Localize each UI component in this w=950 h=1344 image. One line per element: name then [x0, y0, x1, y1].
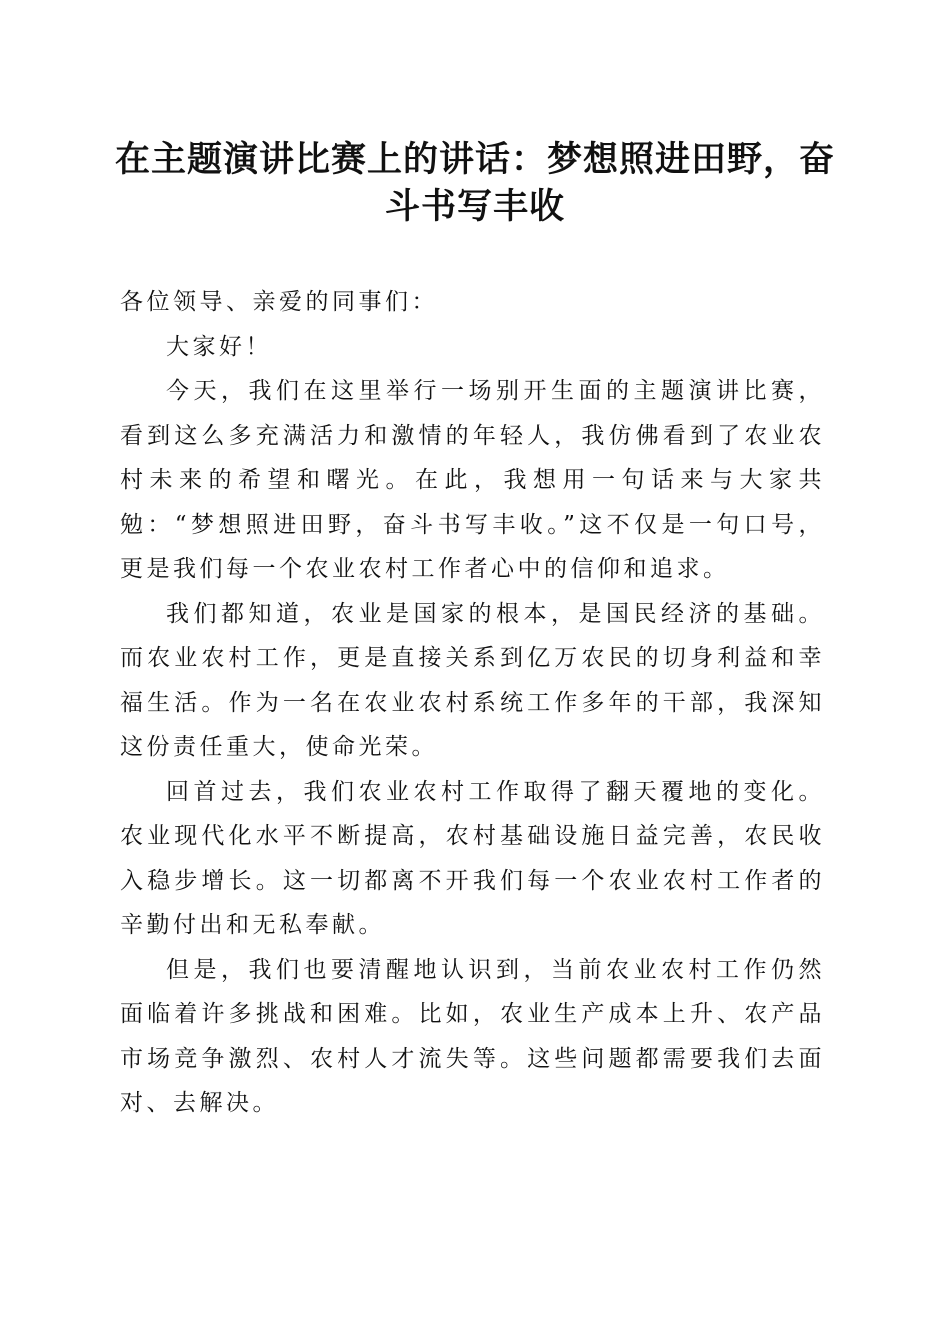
document-title: 在主题演讲比赛上的讲话：梦想照进田野，奋斗书写丰收: [114, 139, 835, 227]
paragraph-greeting: 大家好！: [166, 333, 272, 360]
salutation: 各位领导、亲爱的同事们：: [120, 289, 438, 315]
paragraph-review: 回首过去，我们农业农村工作取得了翻天覆地的变化。农业现代化水平不断提高，农村基础设施日益完善，农民收入稳步增长。这一切都离不开我们每一个农业农村工作者的辛勤付出和无私奉献。: [120, 778, 825, 938]
paragraph-foundation: 我们都知道，农业是国家的根本，是国民经济的基础。而农业农村工作，更是直接关系到亿万农民的切身利益和幸福生活。作为一名在农业农村系统工作多年的干部，我深知这份责任重大，使命光荣。: [120, 600, 825, 760]
document-body: [120, 280, 825, 1126]
paragraph-challenges: 但是，我们也要清醒地认识到，当前农业农村工作仍然面临着许多挑战和困难。比如，农业生产成本上升、农产品市场竞争激烈、农村人才流失等。这些问题都需要我们去面对、去解决。: [120, 956, 825, 1116]
paragraph-intro: 今天，我们在这里举行一场别开生面的主题演讲比赛，看到这么多充满活力和激情的年轻人，我仿佛看到了农业农村未来的希望和曙光。在此，我想用一句话来与大家共勉：“梦想照进田野，奋斗书写丰收。”这不仅是一句口号，更是我们每一个农业农村工作者心中的信仰和追求。: [120, 378, 825, 582]
